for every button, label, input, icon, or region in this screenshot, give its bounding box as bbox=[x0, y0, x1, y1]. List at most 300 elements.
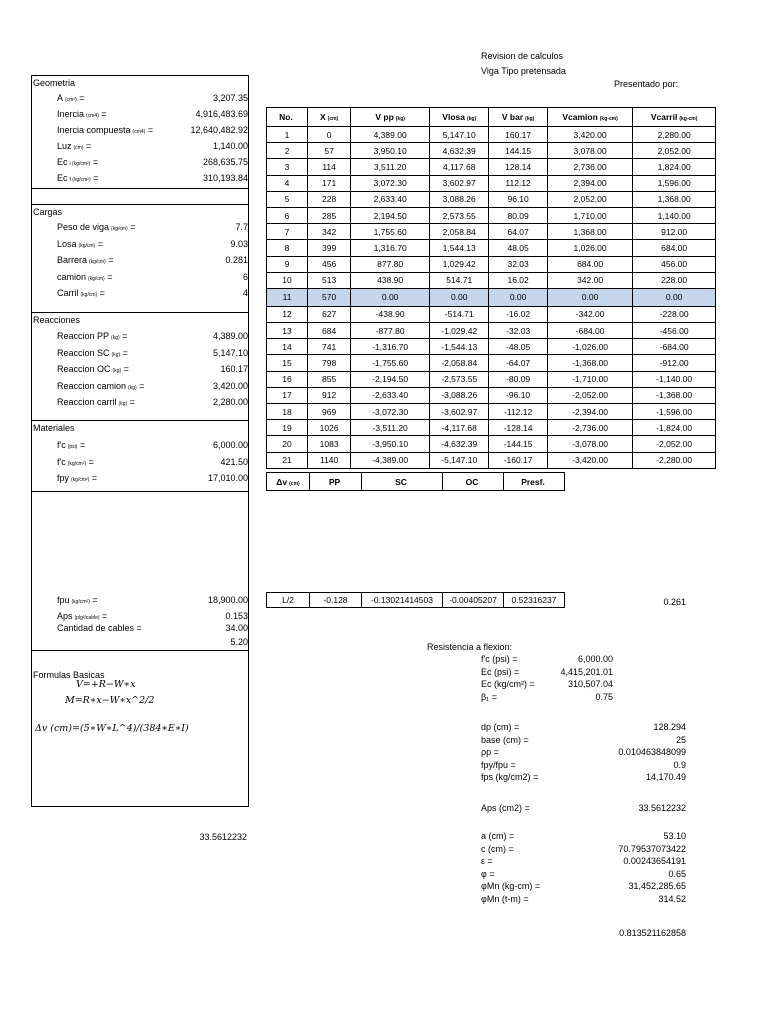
table-cell: 684 bbox=[308, 323, 351, 339]
table-cell: 5 bbox=[267, 191, 308, 207]
res-g1-value: 310,507.04 bbox=[567, 679, 613, 689]
row-label bbox=[57, 141, 91, 151]
cargas-row bbox=[32, 285, 248, 301]
label-suffix: = bbox=[105, 255, 114, 265]
column-header bbox=[633, 108, 716, 127]
table-cell: -912.00 bbox=[633, 355, 716, 371]
label-suffix: = bbox=[76, 93, 85, 103]
table-cell: 48.05 bbox=[489, 240, 548, 256]
label-suffix: = bbox=[83, 141, 92, 151]
table-row bbox=[267, 452, 716, 468]
label-text: camion bbox=[57, 271, 87, 282]
label-text: Inercia compuesta bbox=[57, 125, 131, 135]
label-unit: (kg) bbox=[111, 335, 120, 341]
table-cell: -2,394.00 bbox=[547, 404, 632, 420]
label-text: Aps bbox=[57, 611, 73, 621]
table-cell: -1,140.00 bbox=[633, 371, 716, 387]
table-cell: 21 bbox=[267, 452, 308, 468]
label-unit: (kg) bbox=[128, 384, 137, 391]
table-cell: -3,602.97 bbox=[430, 404, 489, 420]
table-cell: 144.15 bbox=[489, 143, 548, 159]
label-text: A bbox=[57, 93, 64, 103]
table-cell: 3,088.26 bbox=[430, 191, 489, 207]
shear-table bbox=[266, 107, 716, 469]
materiales-row bbox=[32, 454, 248, 470]
table-cell: 456 bbox=[308, 256, 351, 272]
res-g3-label: c (cm) = bbox=[481, 843, 514, 854]
table-cell: -1,316.70 bbox=[351, 339, 430, 355]
table-cell: 1,026.00 bbox=[547, 240, 632, 256]
row-value: 7.7 bbox=[235, 222, 248, 232]
divider bbox=[32, 188, 248, 189]
table-cell: 16.02 bbox=[489, 272, 548, 288]
table-cell: -160.17 bbox=[489, 452, 548, 468]
column-header bbox=[267, 108, 308, 127]
reacciones-title: Reacciones bbox=[32, 312, 249, 329]
table-cell: -2,194.50 bbox=[351, 371, 430, 387]
row-label bbox=[57, 173, 98, 183]
table-cell: 57 bbox=[308, 143, 351, 159]
res-g1-label: Ec (kg/cm²) = bbox=[481, 679, 535, 689]
row-label bbox=[57, 364, 129, 374]
header-unit: (kg-cm) bbox=[599, 116, 618, 122]
res-g3-label: ε = bbox=[481, 856, 493, 866]
label-unit: (kg/cm) bbox=[80, 292, 98, 298]
table-row bbox=[267, 371, 716, 387]
reacciones-row bbox=[32, 328, 248, 344]
table-cell: -4,632.39 bbox=[430, 436, 489, 452]
column-header bbox=[308, 108, 351, 127]
label-text: Peso de viga bbox=[57, 222, 110, 232]
table-cell: 171 bbox=[308, 175, 351, 191]
res-g2-label: fpy/fpu = bbox=[481, 759, 516, 770]
label-text: Reaccion camion bbox=[57, 380, 127, 391]
table-cell: 342.00 bbox=[547, 272, 632, 288]
label-unit: f (kg/cm²) bbox=[69, 177, 91, 183]
row-label bbox=[57, 473, 97, 483]
table-cell: -3,088.26 bbox=[430, 387, 489, 403]
geometria-title: Geometria bbox=[32, 75, 249, 92]
label-suffix: = bbox=[99, 611, 108, 621]
table-cell: 514.71 bbox=[430, 272, 489, 288]
table-cell: -3,072.30 bbox=[351, 404, 430, 420]
formula-moment: M=R∗x−W∗x^2/2 bbox=[65, 695, 155, 706]
row-value: 0.281 bbox=[225, 255, 248, 265]
column-header bbox=[351, 108, 430, 127]
table-row bbox=[267, 191, 716, 207]
row-label bbox=[57, 331, 127, 341]
table-cell: 20 bbox=[267, 436, 308, 452]
table-cell: 8 bbox=[267, 240, 308, 256]
table-cell: -112.12 bbox=[489, 404, 548, 420]
table-cell: 1,368.00 bbox=[633, 191, 716, 207]
label-unit: (kg/cm) bbox=[78, 242, 96, 249]
table-cell: 17 bbox=[267, 387, 308, 403]
dv-column-header bbox=[310, 473, 362, 491]
res-g3-value: 31,452,285.65 bbox=[628, 881, 686, 891]
deflection-row-table bbox=[266, 592, 565, 608]
row-value: 1,140.00 bbox=[212, 141, 248, 151]
res-g2-label: ρp = bbox=[481, 747, 499, 757]
label-unit: (kg/cm) bbox=[88, 275, 105, 282]
table-cell: 14 bbox=[267, 339, 308, 355]
table-cell: 285 bbox=[308, 207, 351, 223]
header-text: No. bbox=[279, 112, 293, 122]
materiales-lower-row bbox=[32, 593, 248, 606]
table-cell: 684.00 bbox=[633, 240, 716, 256]
table-cell: 5,147.10 bbox=[430, 127, 489, 143]
left-panel bbox=[31, 75, 249, 842]
label-text: Inercia bbox=[57, 109, 85, 119]
geometria-row bbox=[32, 90, 248, 106]
table-cell: 570 bbox=[308, 288, 351, 306]
header-unit: (cm) bbox=[327, 116, 339, 122]
table-cell: -1,368.00 bbox=[547, 355, 632, 371]
res-aps-value: 33.5612232 bbox=[638, 803, 686, 813]
row-label bbox=[57, 93, 84, 103]
table-cell: 19 bbox=[267, 420, 308, 436]
cargas-row bbox=[32, 236, 248, 252]
cargas-row bbox=[32, 269, 248, 285]
res-g3-value: 0.00243654191 bbox=[623, 856, 686, 866]
row-label bbox=[57, 623, 144, 633]
table-cell: -456.00 bbox=[633, 323, 716, 339]
row-label bbox=[57, 255, 113, 265]
row-value: 268,635.75 bbox=[202, 157, 248, 167]
table-cell: 2,573.55 bbox=[430, 207, 489, 223]
table-cell: 877.80 bbox=[351, 256, 430, 272]
header-unit: (kg) bbox=[395, 116, 405, 122]
table-cell: 912 bbox=[308, 387, 351, 403]
res-g1-value: 4,415,201.01 bbox=[560, 666, 613, 677]
table-cell: 2,736.00 bbox=[547, 159, 632, 175]
table-row bbox=[267, 143, 716, 159]
header-text: Vcarril bbox=[650, 112, 678, 122]
table-cell: 1,029.42 bbox=[430, 256, 489, 272]
table-cell: -3,511.20 bbox=[351, 420, 430, 436]
row-value: 310,193.84 bbox=[202, 173, 248, 183]
res-g1-label: f'c (psi) = bbox=[481, 654, 518, 664]
row-label bbox=[57, 125, 153, 135]
row-value: 3,207.35 bbox=[212, 93, 248, 103]
label-unit: (cm) bbox=[73, 145, 84, 151]
table-cell: 627 bbox=[308, 306, 351, 322]
row-value: 6,000.00 bbox=[212, 440, 248, 450]
table-cell: -96.10 bbox=[489, 387, 548, 403]
res-g3-label: φMn (kg-cm) = bbox=[481, 881, 541, 891]
table-row bbox=[267, 256, 716, 272]
materiales-lower-row bbox=[32, 621, 248, 634]
row-value: 421.50 bbox=[220, 456, 248, 467]
table-cell: -2,052.00 bbox=[547, 387, 632, 403]
materiales-title: Materiales bbox=[32, 420, 249, 437]
table-cell: 399 bbox=[308, 240, 351, 256]
label-unit: (cm4) bbox=[132, 129, 146, 135]
label-text: f'c bbox=[57, 440, 66, 450]
table-cell: 3,420.00 bbox=[547, 127, 632, 143]
materiales-row bbox=[32, 470, 248, 486]
table-cell: 456.00 bbox=[633, 256, 716, 272]
table-row bbox=[267, 323, 716, 339]
geometria-row bbox=[32, 106, 248, 122]
deflection-header-table bbox=[266, 472, 565, 491]
row-value: 34.00 bbox=[225, 623, 248, 633]
table-cell: 4 bbox=[267, 175, 308, 191]
table-cell: 2,058.84 bbox=[430, 224, 489, 240]
res-aps-label: Aps (cm2) = bbox=[481, 803, 530, 813]
table-cell: 12 bbox=[267, 306, 308, 322]
header-text: X bbox=[319, 112, 326, 122]
row-label bbox=[57, 397, 135, 407]
res-g1-label: Ec (psi) = bbox=[481, 666, 520, 677]
row-value: 4,916,483.69 bbox=[195, 109, 248, 119]
geometria-row bbox=[32, 154, 248, 170]
label-suffix: = bbox=[121, 364, 129, 374]
table-cell: -2,736.00 bbox=[547, 420, 632, 436]
table-cell: 1083 bbox=[308, 436, 351, 452]
table-cell: 7 bbox=[267, 224, 308, 240]
res-g2-value: 0.010463848099 bbox=[618, 747, 686, 757]
table-cell: 1,140.00 bbox=[633, 207, 716, 223]
table-cell: -1,544.13 bbox=[430, 339, 489, 355]
label-unit: (psi) bbox=[67, 444, 78, 450]
presented-by: Presentado por: bbox=[614, 79, 679, 89]
table-cell: -16.02 bbox=[489, 306, 548, 322]
header-unit: (kg) bbox=[525, 116, 535, 122]
table-cell: 160.17 bbox=[489, 127, 548, 143]
table-cell: 114 bbox=[308, 159, 351, 175]
row-label bbox=[57, 109, 107, 119]
table-cell: -1,026.00 bbox=[547, 339, 632, 355]
column-header bbox=[430, 108, 489, 127]
table-cell: -32.03 bbox=[489, 323, 548, 339]
row-value: 5.20 bbox=[230, 637, 248, 647]
row-value: 5,147.10 bbox=[212, 347, 248, 358]
label-text: Ec bbox=[57, 157, 68, 167]
res-g1-value: 6,000.00 bbox=[577, 654, 613, 664]
table-cell: 16 bbox=[267, 371, 308, 387]
table-cell: -684.00 bbox=[633, 339, 716, 355]
res-g3-value: 70.79537073422 bbox=[618, 843, 686, 854]
label-text: Carril bbox=[57, 288, 79, 298]
table-cell: 18 bbox=[267, 404, 308, 420]
row-label bbox=[57, 348, 128, 358]
header-text: Presf. bbox=[521, 476, 545, 487]
table-cell: 741 bbox=[308, 339, 351, 355]
row-value: 18,900.00 bbox=[207, 595, 248, 605]
label-suffix: = bbox=[136, 380, 145, 391]
row-label bbox=[57, 222, 135, 232]
table-cell: -4,117.68 bbox=[430, 420, 489, 436]
geometria-row bbox=[32, 138, 248, 154]
row-value: 4,389.00 bbox=[212, 331, 248, 341]
label-text: Reaccion carril bbox=[57, 397, 117, 407]
row-value: 12,640,482.92 bbox=[190, 125, 248, 135]
geometria-row bbox=[32, 122, 248, 138]
materiales-row bbox=[32, 437, 248, 453]
label-unit: (kg/cm) bbox=[89, 259, 106, 265]
table-row bbox=[267, 420, 716, 436]
table-cell: 112.12 bbox=[489, 175, 548, 191]
label-text: Reaccion PP bbox=[57, 331, 110, 341]
table-cell: -684.00 bbox=[547, 323, 632, 339]
table-row bbox=[267, 436, 716, 452]
label-text: Luz bbox=[57, 141, 72, 151]
table-cell: -1,710.00 bbox=[547, 371, 632, 387]
table-row bbox=[267, 272, 716, 288]
table-cell: -5,147.10 bbox=[430, 452, 489, 468]
table-cell: -877.80 bbox=[351, 323, 430, 339]
table-cell: -1,824.00 bbox=[633, 420, 716, 436]
header-text: Δv bbox=[276, 476, 288, 487]
table-cell: -2,052.00 bbox=[633, 436, 716, 452]
dv-cell: -0.13021414503 bbox=[362, 593, 443, 608]
header-text: OC bbox=[465, 476, 479, 487]
table-cell: 2,280.00 bbox=[633, 127, 716, 143]
table-row bbox=[267, 127, 716, 143]
table-row bbox=[267, 355, 716, 371]
table-cell: 798 bbox=[308, 355, 351, 371]
res-g2-label: dp (cm) = bbox=[481, 722, 520, 732]
label-suffix: = bbox=[86, 456, 94, 467]
column-header bbox=[547, 108, 632, 127]
res-g1-value: 0.75 bbox=[595, 691, 613, 702]
table-cell: 1,596.00 bbox=[633, 175, 716, 191]
table-cell: 9 bbox=[267, 256, 308, 272]
row-label bbox=[57, 457, 94, 467]
table-cell: -228.00 bbox=[633, 306, 716, 322]
table-cell: 2 bbox=[267, 143, 308, 159]
dv-cell: -0.128 bbox=[310, 593, 362, 608]
dv-cell: L/2 bbox=[267, 593, 310, 608]
table-row bbox=[267, 288, 716, 306]
label-unit: (kg/cm²) bbox=[71, 477, 90, 483]
table-cell: 64.07 bbox=[489, 224, 548, 240]
table-cell: 0 bbox=[308, 127, 351, 143]
label-suffix: = bbox=[77, 440, 86, 450]
geometria-row bbox=[32, 170, 248, 186]
table-cell: 1140 bbox=[308, 452, 351, 468]
table-cell: 228.00 bbox=[633, 272, 716, 288]
label-suffix: = bbox=[127, 222, 136, 232]
reacciones-row bbox=[32, 345, 248, 361]
table-cell: 1,316.70 bbox=[351, 240, 430, 256]
resistencia-title: Resistencia a flexion: bbox=[427, 642, 513, 652]
divider bbox=[32, 650, 248, 651]
label-text: Ec bbox=[57, 173, 68, 183]
row-label bbox=[57, 239, 103, 249]
formula-shear: V=+R−W∗x bbox=[76, 679, 136, 690]
table-cell: -2,573.55 bbox=[430, 371, 489, 387]
label-suffix: = bbox=[104, 271, 113, 282]
table-cell: 128.14 bbox=[489, 159, 548, 175]
table-cell: -80.09 bbox=[489, 371, 548, 387]
formula-deflection: Δv (cm)=(5∗W∗L^4)/(384∗E∗I) bbox=[35, 723, 189, 734]
table-row bbox=[267, 339, 716, 355]
table-cell: 969 bbox=[308, 404, 351, 420]
formulas-title: Formulas Basicas bbox=[33, 670, 105, 680]
table-cell: 1,544.13 bbox=[430, 240, 489, 256]
table-cell: 1,368.00 bbox=[547, 224, 632, 240]
deflection-extra: 0.261 bbox=[663, 597, 686, 607]
header-unit: (kg) bbox=[466, 116, 477, 122]
table-cell: -2,633.40 bbox=[351, 387, 430, 403]
header-unit: (kg-cm) bbox=[679, 116, 698, 122]
table-cell: 11 bbox=[267, 288, 308, 306]
table-cell: 228 bbox=[308, 191, 351, 207]
label-text: Reaccion SC bbox=[57, 347, 110, 358]
table-cell: -1,596.00 bbox=[633, 404, 716, 420]
table-cell: 6 bbox=[267, 207, 308, 223]
table-cell: -48.05 bbox=[489, 339, 548, 355]
label-text: fpu bbox=[57, 595, 70, 605]
table-cell: 96.10 bbox=[489, 191, 548, 207]
header-text: SC bbox=[395, 476, 407, 487]
table-cell: 4,632.39 bbox=[430, 143, 489, 159]
table-cell: -3,420.00 bbox=[547, 452, 632, 468]
label-suffix: = bbox=[89, 595, 98, 605]
row-label bbox=[57, 637, 59, 647]
label-unit: (kg/cm) bbox=[111, 226, 128, 232]
label-suffix: = bbox=[98, 109, 107, 119]
table-cell: 1,755.60 bbox=[351, 224, 430, 240]
table-row bbox=[267, 159, 716, 175]
table-cell: 1 bbox=[267, 127, 308, 143]
label-suffix: = bbox=[90, 173, 99, 183]
label-suffix: = bbox=[90, 157, 99, 167]
label-unit: (kg) bbox=[111, 351, 121, 358]
table-cell: 2,194.50 bbox=[351, 207, 430, 223]
table-cell: 15 bbox=[267, 355, 308, 371]
label-suffix: = bbox=[95, 238, 103, 249]
table-cell: 3,078.00 bbox=[547, 143, 632, 159]
res-g2-value: 128.294 bbox=[653, 722, 686, 732]
table-cell: 438.90 bbox=[351, 272, 430, 288]
table-cell: 912.00 bbox=[633, 224, 716, 240]
table-cell: 0.00 bbox=[351, 288, 430, 306]
table-row bbox=[267, 404, 716, 420]
table-cell: 80.09 bbox=[489, 207, 548, 223]
table-cell: -2,058.84 bbox=[430, 355, 489, 371]
table-cell: 3,511.20 bbox=[351, 159, 430, 175]
table-cell: 855 bbox=[308, 371, 351, 387]
table-cell: -1,755.60 bbox=[351, 355, 430, 371]
materiales-lower-row bbox=[32, 635, 248, 648]
table-cell: -2,280.00 bbox=[633, 452, 716, 468]
table-row bbox=[267, 240, 716, 256]
row-label bbox=[57, 288, 105, 298]
label-unit: i (kg/cm²) bbox=[69, 161, 91, 167]
table-cell: -144.15 bbox=[489, 436, 548, 452]
row-value: 9.03 bbox=[230, 238, 248, 249]
table-cell: -514.71 bbox=[430, 306, 489, 322]
label-text: Barrera bbox=[57, 255, 88, 265]
table-cell: 3 bbox=[267, 159, 308, 175]
table-cell: 1026 bbox=[308, 420, 351, 436]
label-suffix: = bbox=[127, 397, 135, 407]
table-cell: -64.07 bbox=[489, 355, 548, 371]
dv-cell: -0.00405207 bbox=[443, 593, 504, 608]
row-value: 3,420.00 bbox=[212, 380, 248, 391]
table-cell: 3,602.97 bbox=[430, 175, 489, 191]
table-cell: -342.00 bbox=[547, 306, 632, 322]
row-value: 160.17 bbox=[220, 364, 248, 374]
table-cell: -438.90 bbox=[351, 306, 430, 322]
res-g2-label: base (cm) = bbox=[481, 734, 529, 745]
table-cell: 2,052.00 bbox=[633, 143, 716, 159]
table-cell: 2,052.00 bbox=[547, 191, 632, 207]
reacciones-row bbox=[32, 394, 248, 410]
